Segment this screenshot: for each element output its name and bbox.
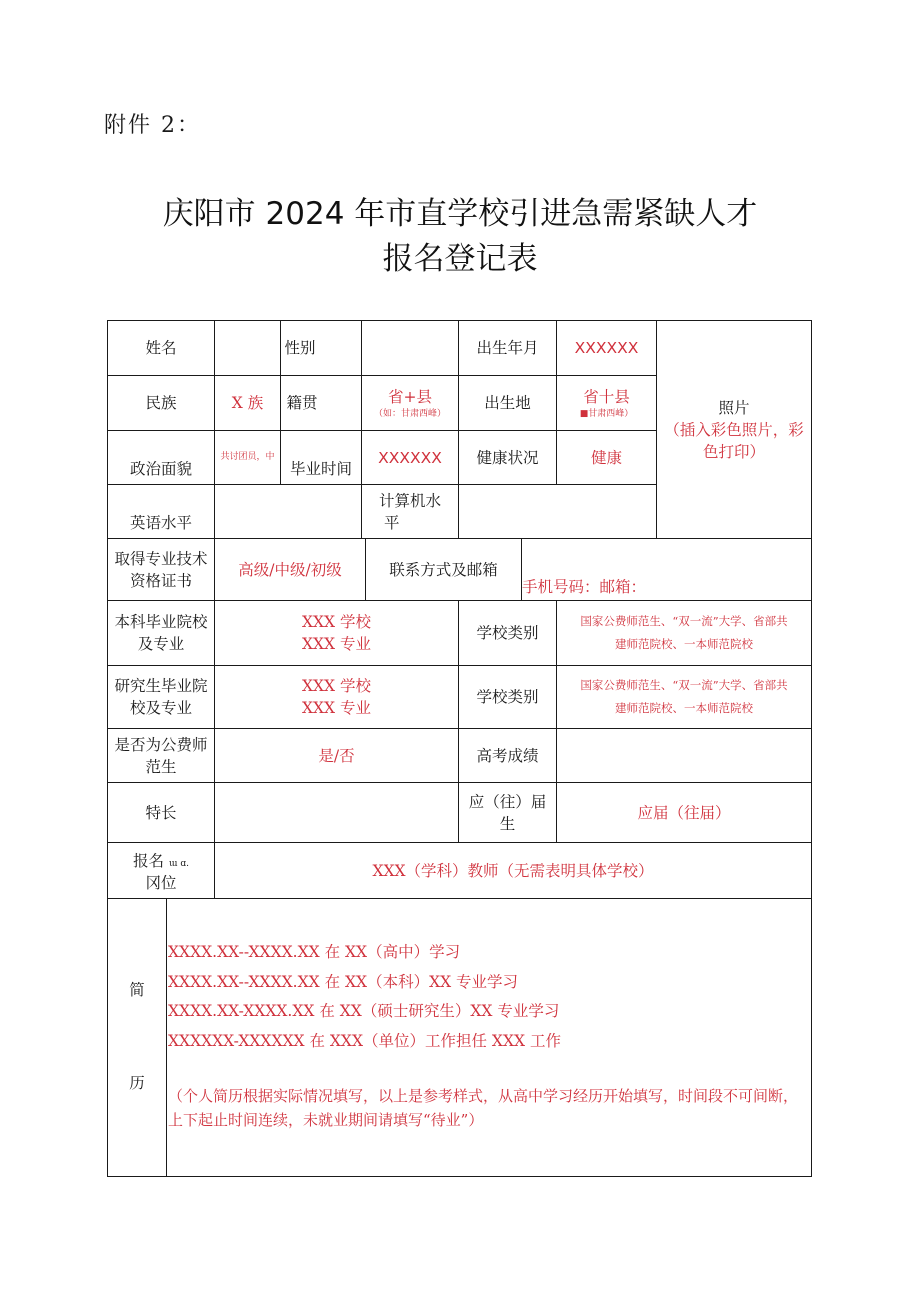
health-label: 健康状况 (476, 448, 539, 467)
birthplace-value: 省十县 (583, 388, 630, 406)
postgrad-type-label: 学校类别 (476, 688, 539, 706)
postgrad-school: XXX 学校 (301, 677, 372, 695)
computer-field[interactable] (459, 485, 656, 538)
public-funded-label (108, 729, 214, 782)
graduation-time-field[interactable]: XXXXXX (378, 448, 442, 467)
birth-field[interactable]: XXXXXX (574, 339, 639, 357)
name-label: 姓名 (145, 339, 177, 357)
specialty-label: 特长 (145, 803, 177, 822)
graduate-field[interactable]: 应届（往届） (637, 803, 731, 822)
public-funded-label-line1: 是否为公费师 (114, 735, 208, 754)
undergrad-label-line2: 及专业 (137, 635, 185, 653)
attachment-label: 附件 2： (104, 113, 201, 138)
gender-field[interactable] (362, 321, 458, 375)
postgrad-label-line1: 研究生毕业院 (114, 677, 208, 695)
post-label-line2: 冈位 (145, 874, 177, 892)
form-title: 庆阳市 2024 年市直学校引进急需紧缺人才 (162, 196, 758, 232)
graduate-label (459, 783, 556, 842)
resume-entry: XXXXXX-XXXXXX 在 XXX（单位）工作担任 XXX 工作 (168, 1031, 561, 1050)
computer-label-line2: 平 (384, 513, 400, 532)
political-label: 政治面貌 (129, 460, 192, 478)
undergrad-major: XXX 专业 (301, 635, 372, 653)
cert-label-line1: 取得专业技术 (114, 549, 208, 568)
birthplace-field[interactable] (557, 376, 656, 430)
birthplace-hint: ■甘肃西峰） (579, 409, 634, 419)
specialty-field[interactable] (215, 783, 458, 842)
postgrad-major: XXX 专业 (301, 699, 372, 717)
undergrad-type-field[interactable] (557, 601, 811, 665)
cert-field[interactable]: 高级/中级/初级 (238, 560, 342, 579)
undergrad-school: XXX 学校 (301, 613, 372, 631)
undergrad-label-line1: 本科毕业院校 (114, 613, 208, 631)
cert-label-line2: 资格证书 (129, 571, 192, 590)
gender-label: 性别 (284, 339, 316, 357)
post-label-line1: 报名 (133, 852, 165, 870)
undergrad-type-label: 学校类别 (476, 624, 539, 642)
gaokao-label: 高考成绩 (476, 746, 539, 765)
undergrad-field[interactable] (215, 601, 458, 665)
undergrad-label (108, 601, 214, 665)
cert-label (108, 539, 214, 600)
english-label: 英语水平 (129, 514, 192, 532)
postgrad-label-line2: 校及专业 (129, 699, 192, 717)
resume-entry: XXXX.XX--XXXX.XX 在 XX（高中）学习 (168, 943, 461, 961)
postgrad-type-line1: 国家公费师范生、“双一流”大学、省部共 (580, 678, 788, 692)
resume-entry: XXXX.XX--XXXX.XX 在 XX（本科）XX 专业学习 (168, 972, 519, 991)
birthplace-label: 出生地 (484, 394, 531, 412)
native-place-value: 省+县 (388, 388, 432, 406)
postgrad-type-field[interactable] (557, 666, 811, 728)
graduate-label-line2: 生 (499, 814, 516, 833)
resume-label-1: 简 (129, 981, 145, 999)
photo-label: 照片 (718, 398, 750, 417)
graduate-label-line1: 应（往）届 (468, 792, 547, 811)
postgrad-field[interactable] (215, 666, 458, 728)
postgrad-type-line2: 建师范院校、一本师范院校 (615, 701, 753, 715)
post-label (108, 843, 214, 898)
graduation-time-label: 毕业时间 (289, 460, 352, 478)
resume-label-2: 历 (129, 1074, 145, 1092)
undergrad-type-line2: 建师范院校、一本师范院校 (615, 637, 753, 651)
computer-label-line1: 计算机水 (378, 491, 441, 510)
birth-label: 出生年月 (476, 339, 539, 357)
health-field[interactable]: 健康 (590, 448, 622, 467)
photo-hint-line2: 色打印） (702, 442, 765, 461)
contact-label: 联系方式及邮箱 (389, 560, 498, 579)
gaokao-field[interactable] (557, 729, 811, 782)
photo-cell[interactable] (657, 321, 811, 538)
undergrad-type-line1: 国家公费师范生、“双一流”大学、省部共 (580, 614, 788, 628)
form-subtitle: 报名登记表 (382, 241, 538, 277)
public-funded-label-line2: 范生 (145, 757, 177, 776)
native-place-hint: （如：甘肃西峰） (373, 409, 446, 419)
photo-hint-line1: （插入彩色照片，彩 (664, 420, 804, 439)
post-label-marks: ɯ ɑ. (168, 859, 189, 869)
resume-entry: XXXX.XX-XXXX.XX 在 XX（硕士研究生）XX 专业学习 (168, 1002, 560, 1020)
resume-entries[interactable] (168, 938, 561, 1056)
resume-note: （个人简历根据实际情况填写，以上是参考样式，从高中学习经历开始填写，时间段不可间断，上下起止时间连续，未就业期间请填写“待业”） (168, 1087, 799, 1129)
native-place-label: 籍贯 (286, 394, 318, 412)
name-field[interactable] (215, 321, 280, 375)
contact-field[interactable]: 手机号码：邮箱： (522, 578, 647, 596)
public-funded-field[interactable]: 是/否 (318, 746, 355, 765)
ethnicity-field[interactable]: X 族 (231, 394, 264, 412)
native-place-field[interactable] (362, 376, 458, 430)
computer-label (362, 485, 458, 538)
postgrad-label (108, 666, 214, 728)
ethnicity-label: 民族 (145, 394, 177, 412)
political-field[interactable]: 共讨团员，中 (220, 452, 275, 462)
post-field[interactable]: XXX（学科）教师（无需表明具体学校） (372, 861, 654, 880)
english-field[interactable] (215, 485, 361, 538)
